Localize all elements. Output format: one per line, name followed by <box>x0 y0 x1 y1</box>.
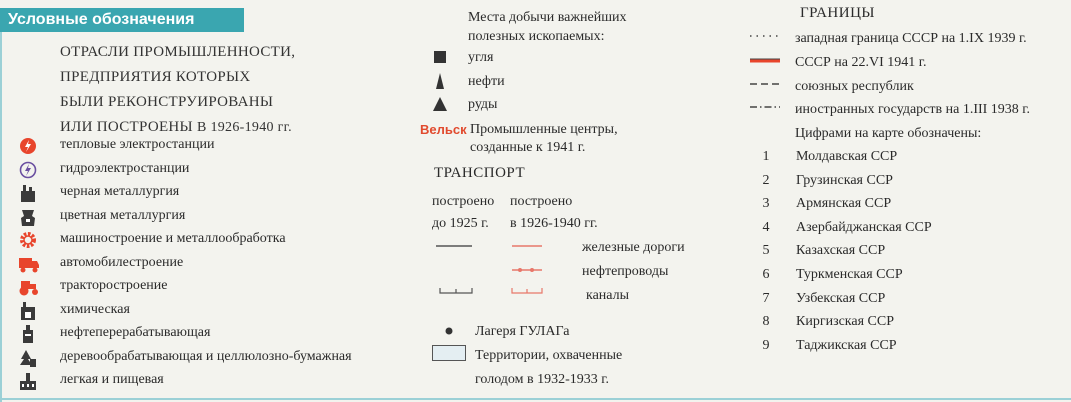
square-icon <box>433 50 447 64</box>
tractor-icon <box>18 277 40 297</box>
industry-heading-caps: ИЛИ ПОСТРОЕНЫ <box>60 119 193 135</box>
minerals-heading-line2: полезных ископаемых: <box>468 29 605 44</box>
industry-label: нефтеперерабатывающая <box>60 325 211 340</box>
legend-frame-left <box>0 32 2 402</box>
truck-icon <box>18 254 40 274</box>
industry-label: цветная металлургия <box>60 207 186 223</box>
canal-new-line <box>512 288 542 293</box>
gulag-label: Лагеря ГУЛАГа <box>475 324 570 339</box>
republic-name: Туркменская ССР <box>796 267 903 282</box>
transport-col2-line2: в 1926-1940 гг. <box>510 216 598 231</box>
transport-row-label: железные дороги <box>582 240 685 255</box>
mineral-label: нефти <box>468 74 505 89</box>
nonferrous-metallurgy-icon <box>18 207 38 227</box>
mineral-label: руды <box>468 97 498 112</box>
republic-name: Армянская ССР <box>796 196 892 211</box>
industry-label: гидроэлектростанции <box>60 160 190 176</box>
industry-heading-years: В 1926-1940 гг. <box>197 120 292 135</box>
legend-title: Условные обозначения <box>0 8 244 32</box>
border-label: союзных республик <box>795 79 914 94</box>
canal-old-line <box>440 288 472 293</box>
industry-label: машиностроение и металлообработка <box>60 231 286 246</box>
mineral-label: угля <box>468 50 494 65</box>
republic-name: Узбекская ССР <box>796 291 886 306</box>
industry-heading <box>60 40 295 140</box>
tree-icon <box>18 348 38 368</box>
industry-label: тракторостроение <box>60 278 168 293</box>
industry-label: химическая <box>60 301 130 317</box>
republic-number: 5 <box>762 243 770 258</box>
triangle-icon <box>432 96 448 112</box>
oil-refinery-icon <box>18 324 38 344</box>
republic-number: 4 <box>762 220 770 235</box>
republic-number: 9 <box>762 338 770 353</box>
industry-heading-line: ОТРАСЛИ ПРОМЫШЛЕННОСТИ, <box>60 44 296 60</box>
thermal-power-icon <box>18 136 38 156</box>
border-line-samples <box>748 30 784 112</box>
borders-heading: ГРАНИЦЫ <box>800 5 876 21</box>
famine-line1: Территории, охваченные <box>475 348 623 363</box>
republic-number: 8 <box>762 314 770 329</box>
pipeline-node <box>518 268 522 272</box>
drop-icon <box>434 72 446 90</box>
transport-col1-line2: до 1925 г. <box>432 216 489 231</box>
republic-name: Молдавская ССР <box>796 149 898 164</box>
republic-name: Киргизская ССР <box>796 314 895 329</box>
republic-number: 3 <box>762 196 770 211</box>
hydro-power-icon <box>18 160 38 180</box>
industry-label: легкая и пищевая <box>60 372 164 387</box>
legend-frame-bottom <box>0 398 1071 400</box>
republic-number: 1 <box>762 149 770 164</box>
transport-row-label: каналы <box>586 288 630 303</box>
famine-swatch <box>432 345 466 361</box>
industry-label: тепловые электростанции <box>60 137 215 152</box>
republic-number: 2 <box>762 173 770 188</box>
transport-row-label: нефтепроводы <box>582 264 669 279</box>
gulag-dot-icon <box>444 326 454 336</box>
industry-label: черная металлургия <box>60 184 180 199</box>
republic-number: 6 <box>762 267 770 282</box>
gear-icon <box>18 230 38 250</box>
border-label: иностранных государств на 1.III 1938 г. <box>795 102 1030 117</box>
border-label: СССР на 22.VI 1941 г. <box>795 55 927 70</box>
republic-name: Казахская ССР <box>796 243 886 258</box>
transport-col1-line1: построено <box>432 194 495 209</box>
republic-name: Грузинская ССР <box>796 173 893 188</box>
republic-name: Азербайджанская ССР <box>796 220 932 235</box>
industry-heading-line: ПРЕДПРИЯТИЯ КОТОРЫХ <box>60 69 251 85</box>
industry-label: деревообрабатывающая и целлюлозно-бумажная <box>60 348 352 364</box>
republics-heading: Цифрами на карте обозначены: <box>795 126 982 141</box>
industry-heading-line: БЫЛИ РЕКОНСТРУИРОВАНЫ <box>60 94 274 110</box>
industrial-center-sample: Вельск <box>420 122 467 137</box>
centers-line2: созданные к 1941 г. <box>470 140 586 155</box>
factory-icon <box>18 371 38 391</box>
republic-number: 7 <box>762 291 770 306</box>
chemical-icon <box>18 301 38 321</box>
ferrous-metallurgy-icon <box>18 183 38 203</box>
minerals-heading-line1: Места добычи важнейших <box>468 10 627 25</box>
pipeline-node <box>530 268 534 272</box>
transport-col2-line1: построено <box>510 194 573 209</box>
famine-line2: голодом в 1932-1933 г. <box>475 372 609 387</box>
centers-line1: Промышленные центры, <box>470 122 618 137</box>
transport-line-samples <box>432 238 544 308</box>
transport-heading: ТРАНСПОРТ <box>434 165 526 181</box>
border-label: западная граница СССР на 1.IX 1939 г. <box>795 31 1027 46</box>
republic-name: Таджикская ССР <box>796 338 897 353</box>
industry-label: автомобилестроение <box>60 254 184 270</box>
